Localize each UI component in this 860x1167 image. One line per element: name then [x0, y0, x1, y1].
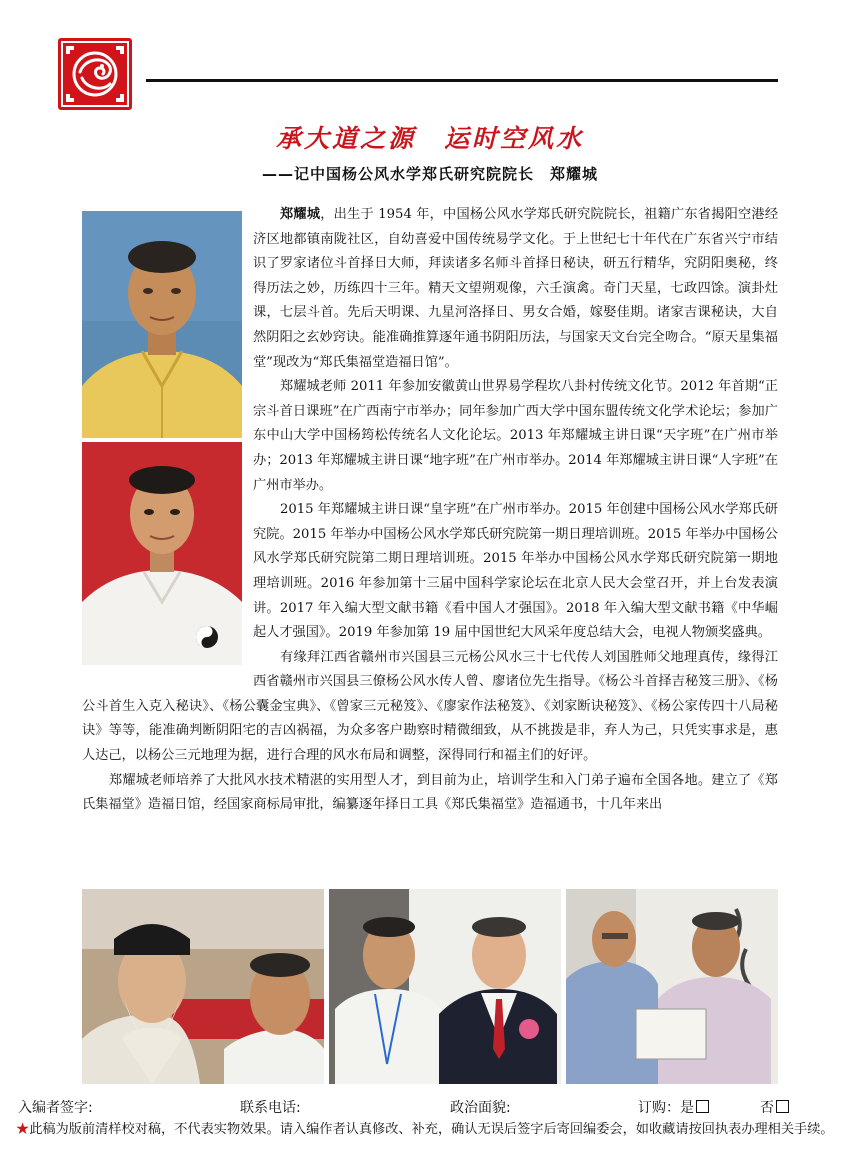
- dragon-seal-icon: [58, 38, 132, 110]
- lead-name: 郑耀城: [280, 207, 321, 222]
- order-no: 否: [760, 1097, 789, 1117]
- editor-signature-label: 入编者签字:: [18, 1100, 93, 1116]
- page-title: 承大道之源 运时空风水: [275, 124, 584, 153]
- gallery-photo-3: [566, 889, 778, 1084]
- gallery-photo-2: [329, 889, 561, 1084]
- paragraph-4: 有缘拜江西省赣州市兴国县三元杨公风水三十七代传人刘国胜师父地理真传，缘得江西省赣州市兴国县三僚杨公风水传人曾、廖诸位先生指导。《杨公斗首择吉秘笈三册》、《杨公斗首生入克入秘诀》、《杨公囊金宝典》、《曾家三元秘笈》、《廖家作法秘笈》、《刘家断诀秘笈》、《杨公家传四十八局秘诀》等等，能准确判断阴阳宅的吉凶祸福，为众多客户勘察时精微细致，从不挑拨是非，弃人为己，只凭实事求是，惠人达己，以杨公三元地理为据，进行合理的风水布局和调整，深得同行和福主们的好评。: [82, 649, 778, 764]
- article-body: [82, 203, 778, 818]
- order-yes-checkbox[interactable]: [696, 1100, 709, 1113]
- gallery-photo-1: [82, 889, 324, 1084]
- star-icon: ★: [16, 1122, 30, 1137]
- dragon-seal-logo: [58, 38, 132, 110]
- paragraph-1: 郑耀城，出生于 1954 年，中国杨公风水学郑氏研究院院长，祖籍广东省揭阳空港经济区地都镇南陇社区，自幼喜爱中国传统易学文化。于上世纪七十年代在广东省兴宁市结识了罗家诸位斗首择日大师，拜读诸多名师斗首择日秘诀，研五行精华，究阴阳奥秘，终得历法之妙，历练四十三年。精天文望朔观像，六壬演禽。奇门天星，七政四馀。演卦灶课，七层斗首。先后天明课、九星河洛择日、男女合婚，嫁娶佳期。诸家吉课秘诀，大自然阴阳之玄妙窍诀。能准确推算逐年通书阴阳历法，与国家天文台完全吻合。“原天星集福堂”现改为“郑氏集福堂造福日馆”。: [253, 207, 779, 370]
- proof-notice: ★此稿为版前清样校对稿，不代表实物效果。请入编作者认真修改、补充，确认无误后签字后寄回编委会，如收藏请按回执表办理相关手续。: [16, 1122, 834, 1137]
- phone-label: 联系电话:: [240, 1100, 301, 1116]
- paragraph-2: 郑耀城老师 2011 年参加安徽黄山世界易学程坎八卦村传统文化节。2012 年首期“正宗斗首日课班”在广西南宁市举办；同年参加广西大学中国东盟传统文化学术论坛；参加广东中山大学中国杨筠松传统名人文化论坛。2013 年郑耀城主讲日课“天字班”在广州市举办；2013 年郑耀城主讲日课“地字班”在广州市举办。2014 年郑耀城主讲日课“人字班”在广州市举办。: [253, 379, 778, 493]
- page-subtitle: ——记中国杨公风水学郑氏研究院院长 郑耀城: [261, 165, 598, 183]
- political-status-label: 政治面貌:: [450, 1100, 511, 1116]
- order-no-checkbox[interactable]: [776, 1100, 789, 1113]
- order-yes: 订购：是: [638, 1097, 709, 1117]
- header-rule: [146, 79, 778, 82]
- paragraph-3: 2015 年郑耀城主讲日课“皇字班”在广州市举办。2015 年创建中国杨公风水学郑氏研究院。2015 年举办中国杨公风水学郑氏研究院第一期日理培训班。2015 年举办中国杨公风水学郑氏研究院第二期日理培训班。2015 年举办中国杨公风水学郑氏研究院第一期地理培训班。2016 年参加第十三届中国科学家论坛在北京人民大会堂召开，并上台发表演讲。2017 年入编大型文献书籍《看中国人才强国》。2018 年入编大型文献书籍《中华崛起人才强国》。2019 年参加第 19 届中国世纪大风采年度总结大会，电视人物颁奖盛典。: [253, 502, 778, 641]
- paragraph-5: 郑耀城老师培养了大批风水技术精湛的实用型人才，到目前为止，培训学生和入门弟子遍布全国各地。建立了《郑氏集福堂》造福日馆，经国家商标局审批，编纂逐年择日工具《郑氏集福堂》造福通书，十几年来出: [82, 772, 778, 813]
